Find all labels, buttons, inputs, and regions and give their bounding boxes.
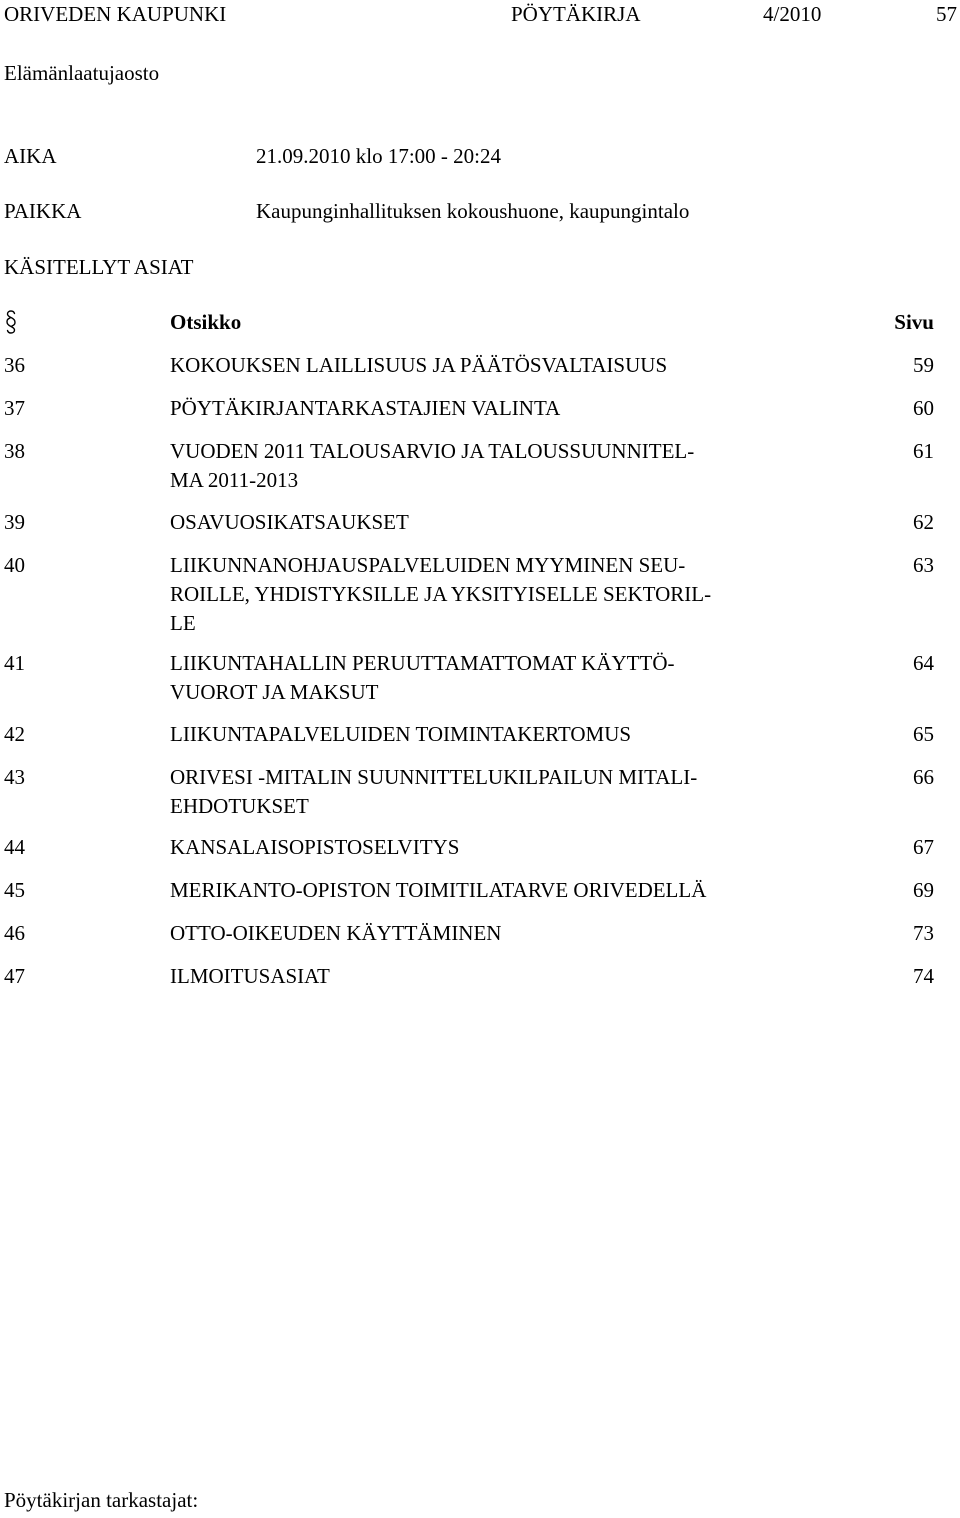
section-sign-icon [4,309,18,342]
agenda-item-number: 45 [4,878,25,902]
agenda-item-number: 42 [4,722,25,746]
organization-name: ORIVEDEN KAUPUNKI [4,2,227,26]
agenda-item-number: 47 [4,964,25,988]
agenda-item-page: 69 [913,878,934,902]
agenda-item-page: 73 [913,921,934,945]
time-value: 21.09.2010 klo 17:00 - 20:24 [256,144,501,168]
agenda-item-page: 65 [913,722,934,746]
agenda-item-number: 37 [4,396,25,420]
agenda-item-page: 66 [913,765,934,789]
page-number: 57 [936,2,957,26]
agenda-item-title: VUODEN 2011 TALOUSARVIO JA TALOUSSUUNNITEL- MA 2011-2013 [170,439,695,492]
agenda-item-number: 44 [4,835,25,859]
agenda-item-title: OTTO-OIKEUDEN KÄYTTÄMINEN [170,921,502,945]
agenda-item-page: 59 [913,353,934,377]
agenda-item-title: MERIKANTO-OPISTON TOIMITILATARVE ORIVEDELLÄ [170,878,707,902]
column-header-title: Otsikko [170,310,242,334]
agenda-item-number: 40 [4,553,25,577]
agenda-item-page: 74 [913,964,934,988]
agenda-item-title: KANSALAISOPISTOSELVITYS [170,835,460,859]
agenda-item-number: 41 [4,651,25,675]
agenda-item-page: 63 [913,553,934,577]
agenda-item-title: ILMOITUSASIAT [170,964,330,988]
agenda-item-title: LIIKUNTAPALVELUIDEN TOIMINTAKERTOMUS [170,722,632,746]
place-label: PAIKKA [4,199,82,223]
committee-name: Elämänlaatujaosto [4,61,160,85]
agenda-item-page: 64 [913,651,934,675]
column-header-page: Sivu [894,310,934,334]
agenda-item-page: 62 [913,510,934,534]
document-type: PÖYTÄKIRJA [511,2,641,26]
agenda-item-title: LIIKUNTAHALLIN PERUUTTAMATTOMAT KÄYTTÖ- VUOROT JA MAKSUT [170,651,675,704]
agenda-item-title: PÖYTÄKIRJANTARKASTAJIEN VALINTA [170,396,561,420]
agenda-item-title: LIIKUNNANOHJAUSPALVELUIDEN MYYMINEN SEU- ROILLE, YHDISTYKSILLE JA YKSITYISELLE SEKTORIL- LE [170,553,712,635]
agenda-item-number: 43 [4,765,25,789]
agenda-item-title: KOKOUKSEN LAILLISUUS JA PÄÄTÖSVALTAISUUS [170,353,668,377]
agenda-item-title: OSAVUOSIKATSAUKSET [170,510,409,534]
agenda-item-page: 61 [913,439,934,463]
agenda-item-number: 38 [4,439,25,463]
agenda-item-title: ORIVESI -MITALIN SUUNNITTELUKILPAILUN MITALI- EHDOTUKSET [170,765,698,818]
section-heading: KÄSITELLYT ASIAT [4,255,194,279]
agenda-item-page: 67 [913,835,934,859]
inspectors-label: Pöytäkirjan tarkastajat: [4,1488,199,1512]
time-label: AIKA [4,144,57,168]
place-value: Kaupunginhallituksen kokoushuone, kaupungintalo [256,199,690,223]
agenda-item-number: 46 [4,921,25,945]
agenda-item-page: 60 [913,396,934,420]
agenda-item-number: 36 [4,353,25,377]
document-number: 4/2010 [763,2,822,26]
agenda-item-number: 39 [4,510,25,534]
